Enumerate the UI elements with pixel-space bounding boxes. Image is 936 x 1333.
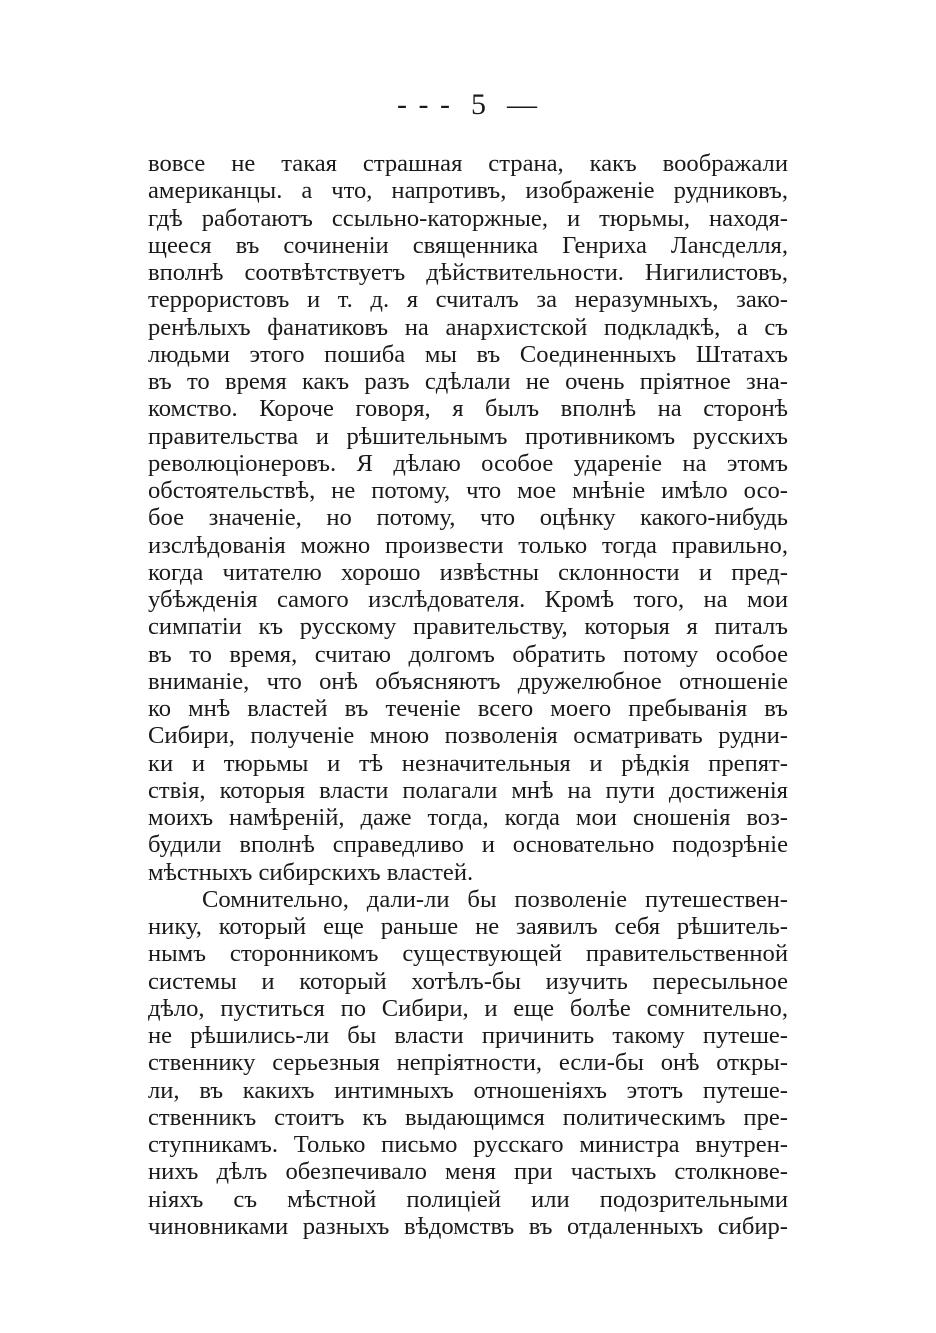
text-line: террористовъ и т. д. я считалъ за неразумныхъ, зако- [148, 286, 788, 314]
text-line: гдѣ работаютъ ссыльно-каторжные, и тюрьмы, находя- [148, 204, 788, 232]
text-line: бое значенiе, но потому, что оцѣнку какого-нибудь [148, 504, 788, 532]
text-line: Сомнительно, дали-ли бы позволенiе путешествен- [202, 885, 788, 913]
text-line: дѣло, пуститься по Сибири, и еще болѣе сомнительно, [148, 994, 788, 1022]
text-line: американцы. а что, напротивъ, изображенiе рудниковъ, [148, 177, 788, 205]
text-line: вовсе не такая страшная страна, какъ воображали [148, 150, 788, 177]
text-line: ренѣлыхъ фанатиковъ на анархистской подкладкѣ, а съ [148, 313, 788, 341]
text-line: нiяхъ съ мѣстной полицiей или подозрительными [148, 1185, 788, 1213]
text-line: ко мнѣ властей въ теченiе всего моего пребыванiя въ [148, 695, 788, 722]
text-line: нымъ сторонникомъ существующей правительственной [148, 940, 788, 968]
text-line: людьми этого пошиба мы въ Соединенныхъ Штатахъ [148, 340, 788, 368]
text-line: чиновниками разныхъ вѣдомствъ въ отдаленныхъ сибир- [148, 1212, 788, 1240]
text-line: нику, который еще раньше не заявилъ себя рѣшитель- [148, 913, 788, 940]
text-line: мѣстныхъ сибирскихъ властей. [148, 858, 474, 886]
text-line: нихъ дѣлъ обезпечивало меня при частыхъ столкнове- [148, 1158, 788, 1186]
text-line: будили вполнѣ справедливо и основательно подозрѣнiе [148, 831, 788, 859]
text-line: вниманiе, что онѣ объясняютъ дружелюбное отношенiе [148, 667, 788, 695]
text-line: комство. Короче говоря, я былъ вполнѣ на сторонѣ [148, 395, 788, 423]
text-line: въ то время какъ разъ сдѣлали не очень прiятное зна- [148, 368, 788, 395]
text-line: вполнѣ соотвѣтствуетъ дѣйствительности. Нигилистовъ, [148, 259, 788, 286]
text-line: моихъ намѣренiй, даже тогда, когда мои сношенiя воз- [148, 804, 788, 831]
text-line: системы и который хотѣлъ-бы изучить пересыльное [148, 967, 788, 995]
text-line: симпатiи къ русскому правительству, которыя я питалъ [148, 613, 788, 641]
text-line: Сибири, полученiе мною позволенiя осматривать рудни- [148, 722, 788, 750]
body-text [148, 150, 788, 1240]
text-line: щееся въ сочиненiи священника Генриха Лансделля, [148, 231, 788, 259]
text-line: не рѣшились-ли бы власти причинить такому путеше- [148, 1022, 788, 1049]
text-line: когда читателю хорошо извѣстны склонности и пред- [148, 558, 788, 586]
text-line: ственникъ стоитъ къ выдающимся политическимъ пре- [148, 1103, 788, 1131]
text-line: ственнику серьезныя непрiятности, если-бы онѣ откры- [148, 1049, 788, 1077]
text-line: въ то время, считаю долгомъ обратить потому особое [148, 640, 788, 668]
text-line: революцiонеровъ. Я дѣлаю особое ударенiе на этомъ [148, 449, 788, 477]
text-line: ствiя, которыя власти полагали мнѣ на пути достиженiя [148, 776, 788, 804]
page-number-header: - - - 5 — [397, 88, 539, 121]
text-line: изслѣдованiя можно произвести только тогда правильно, [148, 531, 788, 559]
text-line: правительства и рѣшительнымъ противникомъ русскихъ [148, 422, 788, 450]
text-line: убѣжденiя самого изслѣдователя. Кромѣ того, на мои [148, 586, 788, 613]
text-line: ступникамъ. Только письмо русскаго министра внутрен- [148, 1131, 788, 1158]
text-line: обстоятельствѣ, не потому, что мое мнѣнiе имѣло осо- [148, 477, 788, 504]
text-line: ли, въ какихъ интимныхъ отношенiяхъ этотъ путеше- [148, 1076, 788, 1104]
text-line: ки и тюрьмы и тѣ незначительныя и рѣдкiя препят- [148, 749, 788, 777]
